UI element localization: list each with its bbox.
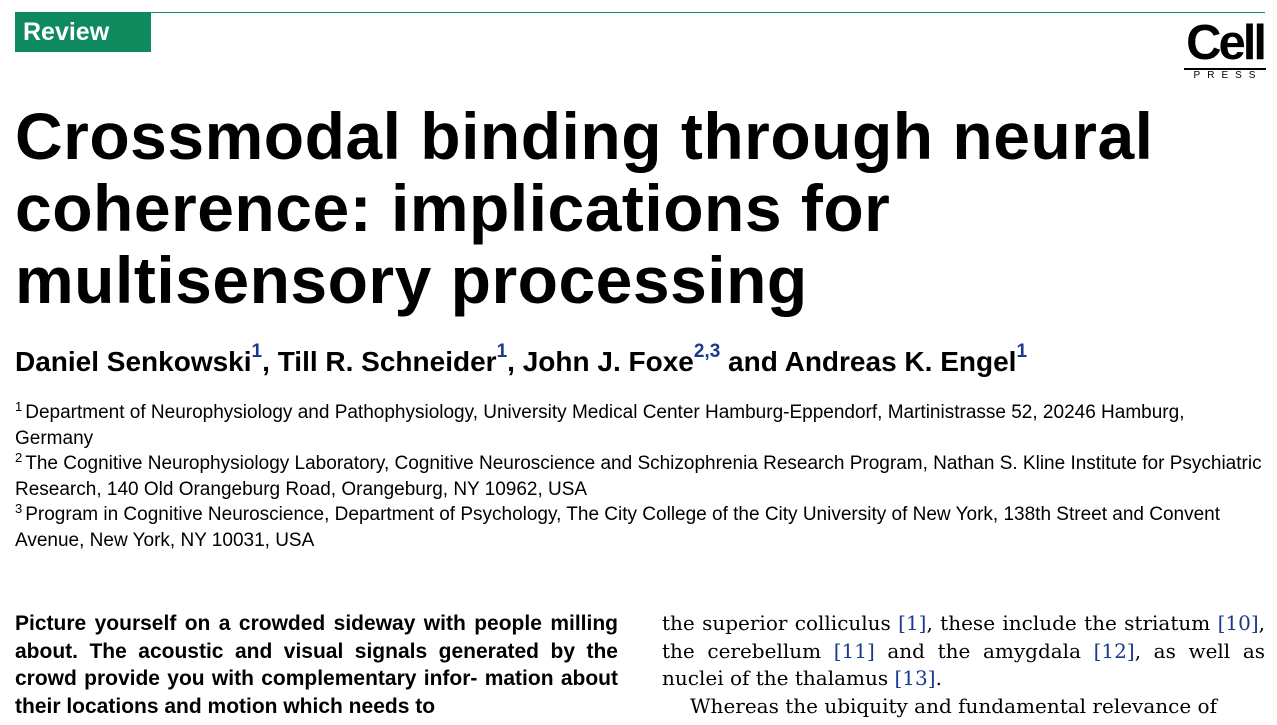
body-span: , as well as nuclei of the thalamus: [662, 638, 1266, 690]
affiliation-number: 1: [15, 399, 23, 414]
body-text: [662, 610, 1265, 720]
body-span: , these include the striatum: [926, 611, 1218, 635]
author-separator: ,: [262, 346, 278, 377]
abstract-line: by the crowd provide you with complementary infor-: [15, 639, 618, 690]
affiliation-text: The Cognitive Neurophysiology Laboratory, Cognitive Neuroscience and Schizophrenia Research Program, Nathan S. Kline Institute for Psychiatric Research, 140 Old Orangeburg Road, Orangeburg, NY 10962, USA: [15, 453, 1262, 500]
author-affiliation-ref[interactable]: 1: [1016, 341, 1028, 362]
body-span: , the cerebellum: [662, 611, 1265, 663]
affiliation: [15, 400, 1267, 451]
citation-link[interactable]: [13]: [894, 666, 936, 690]
author-name: Till R. Schneider: [277, 346, 497, 377]
body-paragraph: [662, 610, 1265, 693]
title-line: coherence: implications for: [15, 171, 891, 245]
review-badge: Review: [15, 13, 151, 52]
body-span: the superior colliculus: [662, 611, 899, 635]
author-name: John J. Foxe: [522, 346, 694, 377]
affiliation-number: 3: [15, 501, 23, 516]
logo-word: Cell: [1186, 16, 1264, 70]
body-span: .: [935, 666, 942, 690]
body-paragraph: Whereas the ubiquity and fundamental relevance of: [690, 693, 1218, 718]
abstract-line: mation about their locations and motion which needs to: [15, 667, 618, 718]
abstract: [15, 610, 618, 720]
cell-press-logo: [1184, 16, 1266, 81]
affiliation: [15, 451, 1267, 502]
author-affiliation-ref[interactable]: 1: [496, 341, 508, 362]
affiliation-text: Program in Cognitive Neuroscience, Department of Psychology, The City College of the City University of New York, 138th Street and Convent Avenue, New York, NY 10031, USA: [15, 504, 1221, 551]
citation-link[interactable]: [11]: [833, 638, 875, 663]
affiliations: [15, 400, 1267, 553]
logo-press: PRESS: [1184, 68, 1266, 82]
author-affiliation-ref[interactable]: 1: [251, 341, 263, 362]
top-rule: [15, 12, 1265, 13]
author-name: Andreas K. Engel: [784, 346, 1017, 377]
affiliation-text: Department of Neurophysiology and Pathophysiology, University Medical Center Hamburg-Eppendorf, Martinistrasse 52, 20246 Hamburg, Germany: [15, 402, 1185, 449]
affiliation: [15, 502, 1267, 553]
author-separator: and: [720, 346, 785, 377]
abstract-line: milling about. The acoustic and visual signals generated: [15, 612, 618, 663]
author-affiliation-ref[interactable]: 2,3: [693, 341, 721, 362]
abstract-line: Picture yourself on a crowded sideway with people: [15, 612, 542, 635]
article-title: [15, 100, 1265, 316]
citation-link[interactable]: [12]: [1093, 638, 1135, 663]
title-line: multisensory processing: [15, 243, 808, 317]
citation-link[interactable]: [1]: [898, 611, 927, 635]
title-line: Crossmodal binding through neural: [15, 99, 1154, 173]
citation-link[interactable]: [10]: [1217, 611, 1259, 635]
author-list: [15, 342, 1265, 382]
author-name: Daniel Senkowski: [15, 346, 252, 377]
body-span: and the amygdala: [874, 638, 1094, 663]
affiliation-number: 2: [15, 450, 23, 465]
author-separator: ,: [507, 346, 523, 377]
